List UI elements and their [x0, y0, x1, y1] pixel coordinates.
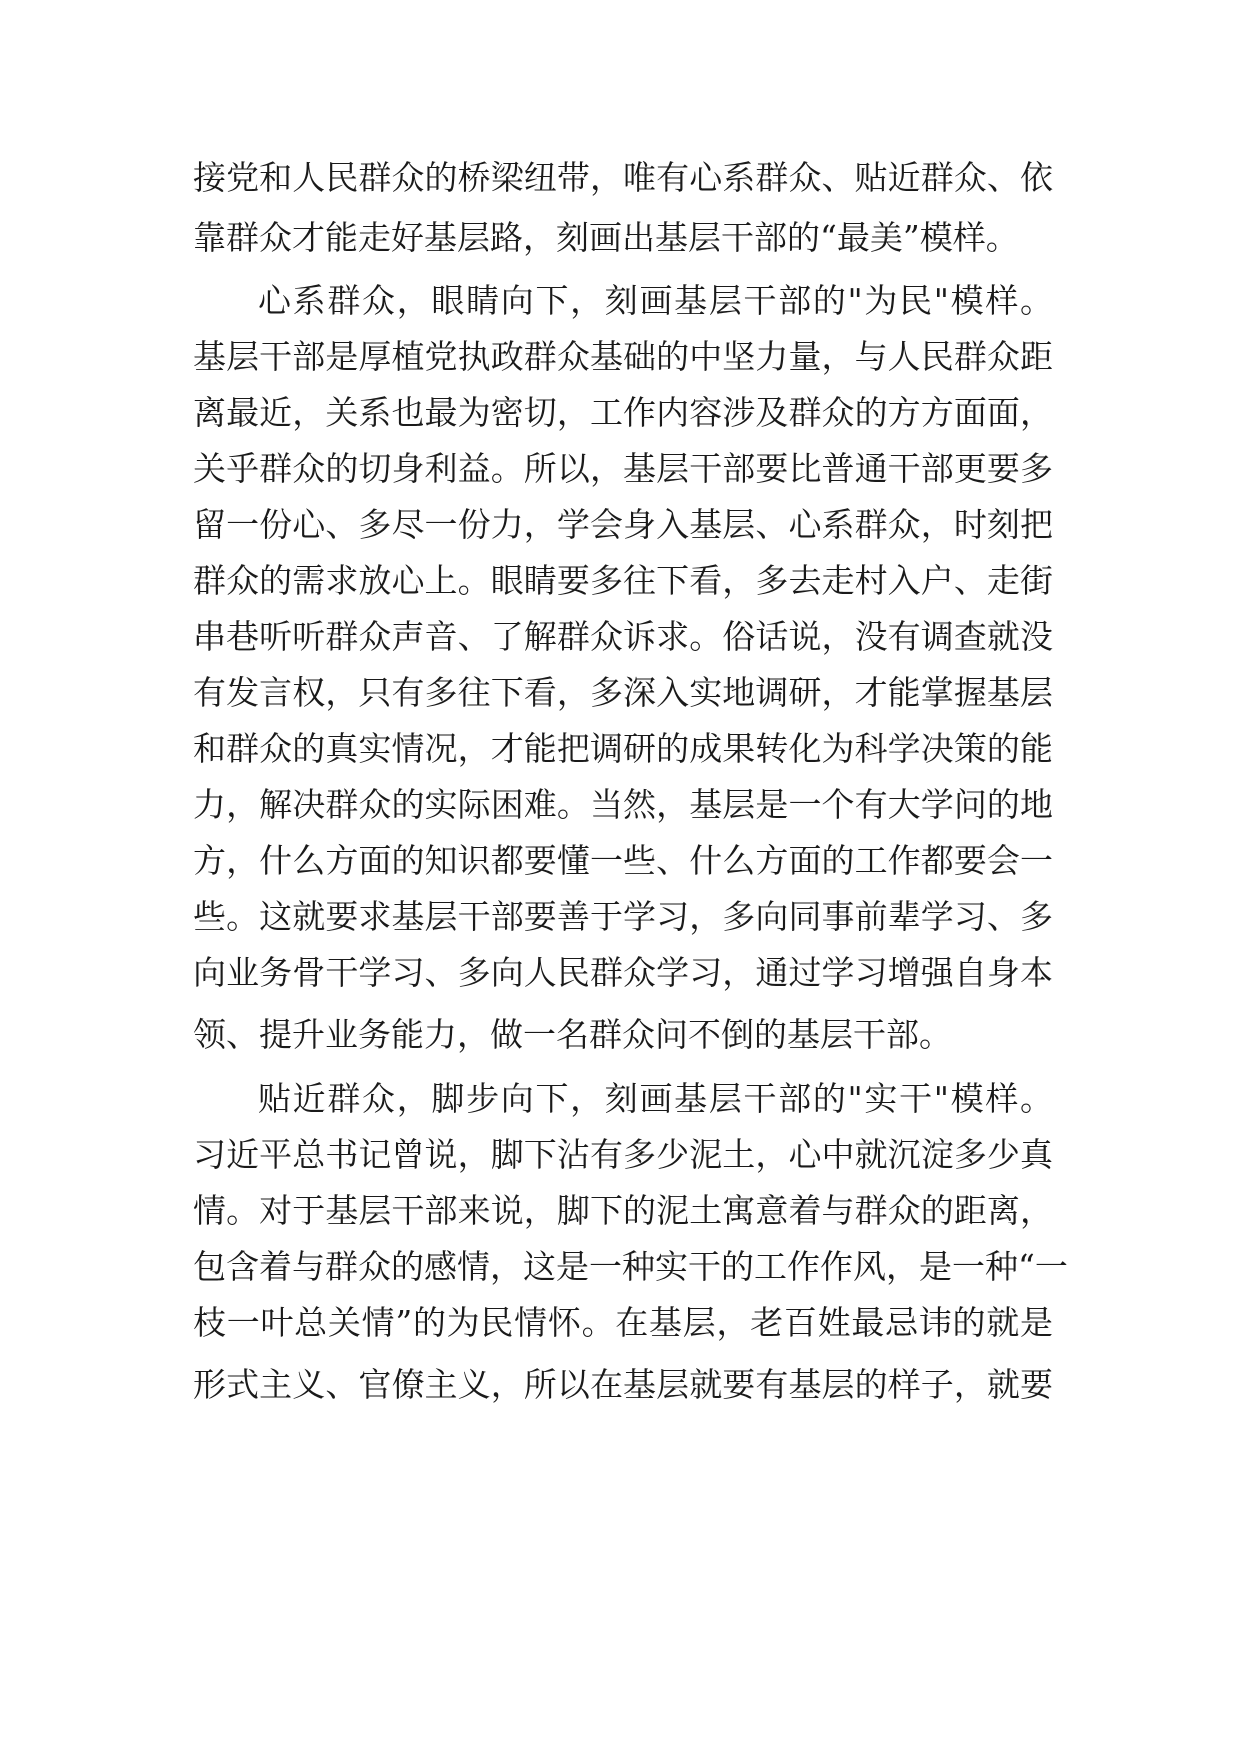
paragraph-line: 向业务骨干学习、多向人民群众学习，通过学习增强自身本 — [193, 953, 1053, 992]
paragraph-line: 离最近，关系也最为密切，工作内容涉及群众的方方面面， — [193, 393, 1053, 432]
paragraph-line: 接党和人民群众的桥梁纽带，唯有心系群众、贴近群众、依 — [193, 158, 1053, 197]
section-heading-line: 贴近群众，脚步向下，刻画基层干部的"实干"模样。 — [258, 1079, 1053, 1118]
paragraph-line: 力，解决群众的实际困难。当然，基层是一个有大学问的地 — [193, 785, 1053, 824]
paragraph-line: 靠群众才能走好基层路，刻画出基层干部的“最美”模样。 — [193, 218, 1019, 257]
paragraph-line: 基层干部是厚植党执政群众基础的中坚力量，与人民群众距 — [193, 337, 1053, 376]
paragraph-line: 习近平总书记曾说，脚下沾有多少泥土，心中就沉淀多少真 — [193, 1135, 1053, 1174]
paragraph-line: 有发言权，只有多往下看，多深入实地调研，才能掌握基层 — [193, 673, 1053, 712]
paragraph-line: 情。对于基层干部来说，脚下的泥土寓意着与群众的距离， — [193, 1191, 1053, 1230]
paragraph-line: 关乎群众的切身利益。所以，基层干部要比普通干部更要多 — [193, 449, 1053, 488]
paragraph-line: 和群众的真实情况，才能把调研的成果转化为科学决策的能 — [193, 729, 1053, 768]
paragraph-line: 些。这就要求基层干部要善于学习，多向同事前辈学习、多 — [193, 897, 1053, 936]
section-heading-line: 心系群众，眼睛向下，刻画基层干部的"为民"模样。 — [258, 281, 1053, 320]
paragraph-line: 枝一叶总关情”的为民情怀。在基层，老百姓最忌讳的就是 — [193, 1303, 1053, 1342]
paragraph-line: 群众的需求放心上。眼睛要多往下看，多去走村入户、走街 — [193, 561, 1053, 600]
paragraph-line: 形式主义、官僚主义，所以在基层就要有基层的样子，就要 — [193, 1365, 1053, 1404]
paragraph-line: 包含着与群众的感情，这是一种实干的工作作风，是一种“一 — [193, 1247, 1068, 1286]
paragraph-line: 领、提升业务能力，做一名群众问不倒的基层干部。 — [193, 1015, 952, 1054]
paragraph-line: 串巷听听群众声音、了解群众诉求。俗话说，没有调查就没 — [193, 617, 1053, 656]
paragraph-line: 方，什么方面的知识都要懂一些、什么方面的工作都要会一 — [193, 841, 1053, 880]
paragraph-line: 留一份心、多尽一份力，学会身入基层、心系群众，时刻把 — [193, 505, 1053, 544]
